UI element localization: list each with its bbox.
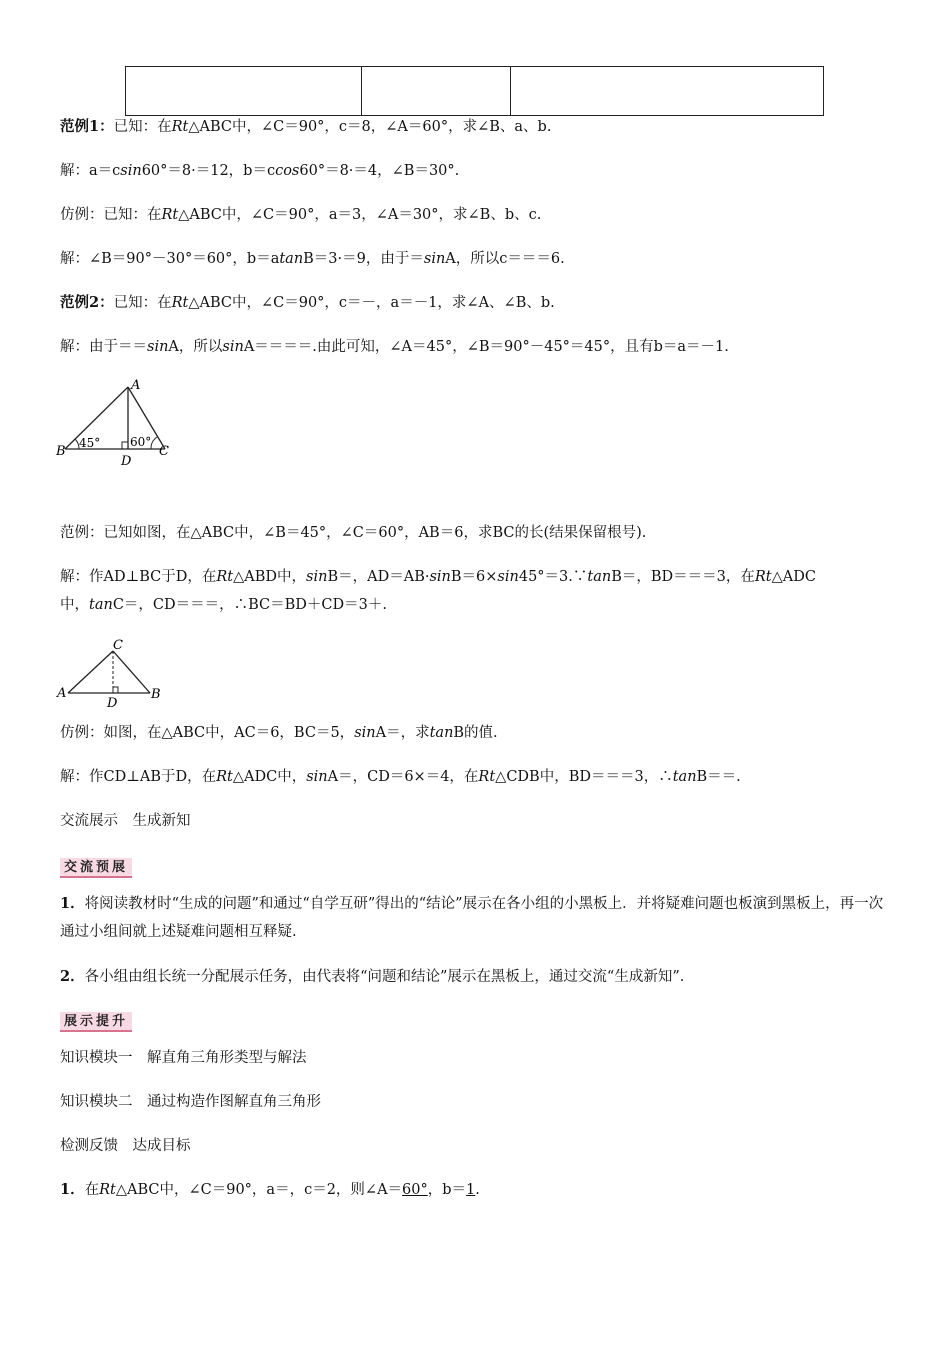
- italic-text: sin: [497, 569, 519, 585]
- text: A＝，求: [375, 725, 430, 741]
- side-ac: [68, 651, 113, 693]
- text: 解：作AD⊥BC于D，在: [60, 569, 217, 585]
- example2-line: [60, 294, 892, 312]
- text: △ABC中，∠C＝90°，a＝3，∠A＝30°，求∠B、b、c.: [178, 207, 542, 223]
- italic-text: Rt: [171, 119, 189, 135]
- italic-text: sin: [354, 725, 376, 741]
- answer-blank: 60°: [402, 1182, 428, 1198]
- solution5-line: [60, 768, 892, 786]
- text: A＝，CD＝6×＝4，在: [327, 769, 479, 785]
- italic-text: sin: [147, 339, 169, 355]
- item-number: 1．: [60, 895, 85, 912]
- example2-label: 范例2：: [60, 294, 114, 311]
- label-d: D: [121, 454, 132, 468]
- label-c: C: [159, 444, 169, 459]
- section-heading-2: 检测反馈 达成目标: [60, 1138, 191, 1154]
- label-c: C: [113, 638, 123, 653]
- item-text: 各小组由组长统一分配展示任务，由代表将“问题和结论”展示在黑板上，通过交流“生成新知”.: [84, 969, 685, 985]
- italic-text: Rt: [99, 1182, 116, 1198]
- text: △ABC中，∠C＝90°，a＝，c＝2，则∠A＝: [115, 1182, 403, 1198]
- triangle-figure-2: [55, 636, 170, 710]
- table-cell: [126, 67, 362, 115]
- italic-text: sin: [222, 339, 244, 355]
- label-b: B: [56, 444, 66, 459]
- italic-text: tan: [429, 725, 454, 741]
- text: 45°＝3.∵: [518, 569, 588, 585]
- text: B的值.: [453, 725, 498, 741]
- text: 解：作CD⊥AB于D，在: [60, 769, 217, 785]
- text: 已知：在: [113, 119, 172, 135]
- text: 中，: [60, 597, 89, 613]
- italic-text: sin: [423, 251, 446, 267]
- text: △ABC中，∠C＝90°，c＝－，a＝－1，求∠A、∠B、b.: [188, 295, 555, 311]
- text: 解：由于＝＝: [60, 339, 147, 355]
- text: ，b＝: [427, 1182, 467, 1198]
- angle-c-label: 60°: [130, 435, 152, 449]
- text: 解：∠B＝90°－30°＝60°，b＝a: [60, 251, 280, 267]
- text: 仿例：已知：在: [60, 207, 162, 223]
- text: A，所以c＝＝＝6.: [445, 251, 565, 267]
- italic-text: Rt: [171, 295, 189, 311]
- text: B＝6×: [450, 569, 498, 585]
- item-number: 1．: [60, 1181, 85, 1198]
- italic-text: sin: [429, 569, 451, 585]
- text: 在: [84, 1182, 100, 1198]
- top-table: [125, 66, 824, 116]
- label-a: A: [57, 686, 67, 701]
- label-d: D: [107, 696, 118, 710]
- italic-text: Rt: [478, 769, 496, 785]
- text: △ABD中，: [233, 569, 307, 585]
- triangle-figure-1: [55, 376, 185, 468]
- item-2: [60, 968, 892, 986]
- right-angle-mark: [122, 442, 128, 449]
- text: A，所以: [168, 339, 223, 355]
- side-bc: [113, 651, 150, 693]
- solution2-line: [60, 250, 892, 268]
- solution4-line1: [60, 568, 892, 586]
- text: .: [475, 1182, 480, 1198]
- solution4-line2: [60, 596, 892, 614]
- italic-text: Rt: [216, 769, 233, 785]
- badge-show-improve: 展示提升: [60, 1012, 132, 1032]
- italic-text: tan: [587, 569, 612, 585]
- text: B＝，BD＝＝＝3，在: [611, 569, 755, 585]
- table-cell: [511, 67, 823, 115]
- italic-text: sin: [306, 569, 328, 585]
- module-1: 知识模块一 解直角三角形类型与解法: [60, 1050, 307, 1066]
- label-a: A: [131, 378, 141, 393]
- example1-line: [60, 118, 892, 136]
- text: B＝＝.: [696, 769, 741, 785]
- answer-blank: 1: [466, 1182, 476, 1198]
- example1-label: 范例1：: [60, 118, 114, 135]
- table-cell: [362, 67, 511, 115]
- text: A＝＝＝＝.由此可知，∠A＝45°，∠B＝90°－45°＝45°，且有b＝a＝－1.: [243, 339, 729, 355]
- italic-text: Rt: [754, 569, 772, 585]
- text: B＝3·＝9，由于＝: [303, 251, 424, 267]
- item-1: [60, 890, 894, 946]
- imitation1-line: [60, 206, 892, 224]
- text: △ADC: [771, 569, 816, 585]
- solution3-line: [60, 338, 892, 356]
- text: B＝，AD＝AB·: [327, 569, 430, 585]
- text: △ABC中，∠C＝90°，c＝8，∠A＝60°，求∠B、a、b.: [188, 119, 552, 135]
- solution1-line: [60, 162, 892, 180]
- item-number: 2．: [60, 968, 85, 985]
- module-2: 知识模块二 通过构造作图解直角三角形: [60, 1094, 321, 1110]
- imitation2-line: [60, 724, 892, 742]
- italic-text: tan: [672, 769, 697, 785]
- text: 仿例：如图，在△ABC中，AC＝6，BC＝5，: [60, 725, 355, 741]
- item-text: 将阅读教材时“生成的问题”和通过“自学互研”得出的“结论”展示在各小组的小黑板上．并将疑难问题也板演到黑板上，再一次通过小组间就上述疑难问题相互释疑.: [60, 896, 884, 940]
- section-heading-1: 交流展示 生成新知: [60, 813, 191, 829]
- italic-text: cos: [275, 163, 300, 179]
- text: 已知：在: [113, 295, 172, 311]
- angle-c-arc: [151, 437, 157, 449]
- italic-text: Rt: [161, 207, 179, 223]
- italic-text: tan: [279, 251, 304, 267]
- right-angle-mark: [113, 687, 118, 693]
- text: 解：a＝c: [60, 163, 121, 179]
- text: 60°＝8·＝4，∠B＝30°.: [299, 163, 460, 179]
- text: △CDB中，BD＝＝＝3，∴: [495, 769, 673, 785]
- text: C＝，CD＝＝＝，∴BC＝BD＋CD＝3＋.: [112, 597, 387, 613]
- example3-line: [60, 524, 892, 542]
- text: 60°＝8·＝12，b＝c: [141, 163, 276, 179]
- badge-exchange-preview: 交流预展: [60, 858, 132, 878]
- exercise-1: [60, 1181, 892, 1199]
- italic-text: sin: [306, 769, 328, 785]
- angle-b-label: 45°: [79, 436, 101, 450]
- italic-text: tan: [89, 597, 113, 613]
- italic-text: sin: [120, 163, 142, 179]
- label-b: B: [151, 687, 161, 702]
- text: △ADC中，: [232, 769, 307, 785]
- italic-text: Rt: [216, 569, 234, 585]
- text: 范例：已知如图，在△ABC中，∠B＝45°，∠C＝60°，AB＝6，求BC的长(结果保留根号).: [60, 525, 647, 541]
